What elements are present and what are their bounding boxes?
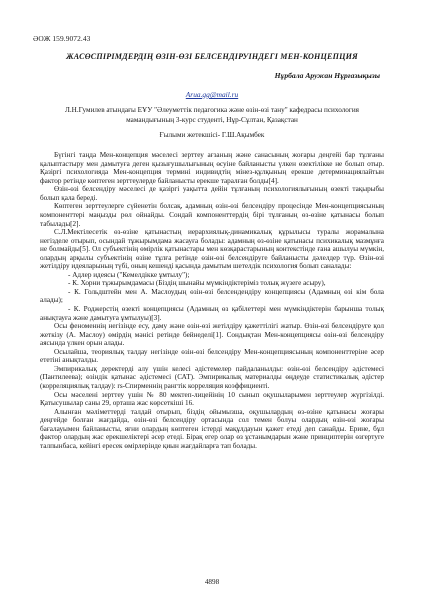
body-paragraph: С.Л.Мектілесетік өз-өзіне қатынастың иерархиялық-динамикалық құрылысы туралы жорамалына негізделе отырып, осындай тұжырымдама жасауға болады: адамның өз-өзіне қатынасы психикалық мазмұнға не болмайды[5]. Ол субъектінің өмірлік қатынастары мен көзқарастарының контекстінде ғана ашылуы мүмкін, олардың арқылы субъектінің өзіне тұлға ретінде өзін-өзі белсендіруге байланысты дәлелдер түр. Өзін-өзі жетілдіру идеяларының түбі, оның кешенді қасында дамытым шетелдік психология болып саналады: xyxy=(40,228,384,271)
list-item: - Адлер идеясы ("Кемелдікке ұмтылу"); xyxy=(68,270,190,279)
author-email-link[interactable]: Arua.gg@mail.ru xyxy=(185,90,239,99)
author-name: Нұрбала Аружан Нұрғазықызы xyxy=(274,71,380,80)
scientific-supervisor: Ғылыми жетекшісі- Г.Ш.Ақымбек xyxy=(159,131,265,140)
body-paragraph: Бүгінгі таңда Мен-концепция мәселесі зерттеу ағзаның және санасының жоғары деңгейі бар тұлғаны қалыптастыру мен дамытуға деген қызығушылығының өсуіне байланысты үлкен өзектілікке не болып отыр. Қазіргі психологияда Мен-концепция термині индивидтің мінез-құлқының ерекше детерминациялайтын фактор ретінде көптеген зерттеулерде байланысты ерекше таралған болды[4]. xyxy=(40,151,384,185)
list-item: - К. Гольдштейн мен А. Маслоудың өзін-өзі белсендендіру концепциясы (Адамның өзі кім бола алады); xyxy=(40,287,384,305)
body-paragraph: Осы мәселені зерттеу үшін № 80 мектеп-лицейінің 10 сынып оқушыларымен зерттеулер жүргізілді. Қатысушылар саны 29, орташа жас көрсеткіші 16. xyxy=(40,390,384,408)
list-item: - К. Хорни тұжырымдамасы (Біздің шынайы мүмкіндіктеріміз толық жүзеге асыру), xyxy=(68,279,326,288)
body-paragraph: Эмпирикалық деректерді алу үшін келесі әдістемелер пайдаланылды: өзін-өзі белсендіру әдістемесі (Пантилеева); өзіндік қатынас әдістемесі (САТ). Эмпирикалық материалды өңдеуде статистикалық әдістер (корреляциялық талдау): rs-Спирменнің рангтік корреляция коэффициенті. xyxy=(40,364,384,390)
body-paragraph: Осылайша, теориялық талдау негізінде өзін-өзі белсендіру Мен-концепциясының компоненттеріне әсер ететіні анықталды. xyxy=(40,347,384,365)
body-paragraph: Өзін-өзі белсендіру мәселесі де қазіргі уақытта дейін тұлғаның психологиялығының өзекті тақырыбы болып қала береді. xyxy=(40,185,384,202)
udk-code: ӘОЖ 159.9072.43 xyxy=(33,34,91,43)
list-item: - К. Роджерстің өзекті концепциясы (Адамның өз қабілеттері мен мүмкіндіктерін барынша толық анықтауға және дамытуға ұмтылуы)[3]. xyxy=(40,305,384,322)
body-paragraph: Алынған мәліметтерді талдай отырып, біздің ойымызша, оқушылардың өз-өзіне қатынасы жоғары деңгейде болған жағдайда, өзін-өзі белсендіру ортасында сол темен болуы олардың өзін-өзі жоғары бағалауымен байланысты, яғни олардың көптеген істерді мақұлдауын қажет етеді деп санайды. Ерине, бұл фактор олардың жас ерекшеліктері әсер етеді. Бірақ егер олар өз ұстанымдарын және принциптерін өзгертуге талпынбаса, кейінгі ересек өмірлерінде қиын жағдайларға тап болады. xyxy=(40,407,384,450)
page-number: 4898 xyxy=(204,578,220,586)
article-body xyxy=(40,151,384,450)
body-paragraph: Көптеген зерттеулерге сүйенетін болсақ, адамның өзін-өзі белсендіру процесінде Мен-концепциясының компоненттері маңызды рөл ойнайды. Сондай компоненттердің бірі тұлғаның өз-өзіне қатынасы болып табылады[2]. xyxy=(40,202,384,228)
body-paragraph: Осы феноменнің негізінде есу, даму және өзін-өзі жетілдіру қажеттілігі жатыр. Өзін-өзі белсендіруге қол жеткізу (А. Маслоу) өмірдің мәнісі ретінде бейнеделі[1]. Сондықтан Мен-концепциясы өзін-өзі белсендіру аясында үлкен орын алады. xyxy=(40,322,384,348)
author-affiliation: Л.Н.Гумилев атындағы ЕҰУ "Әлеуметтік педагогика және өзін-өзі тану" кафедрасы психология мамандығының 3-курс студенті, Нұр-Сұлтан, Қазақстан xyxy=(65,106,359,124)
article-title: ЖАСӨСПІРІМДЕРДІҢ ӨЗІН-ӨЗІ БЕЛСЕНДІРУІНДЕГІ МЕН-КОНЦЕПЦИЯ xyxy=(66,52,358,61)
